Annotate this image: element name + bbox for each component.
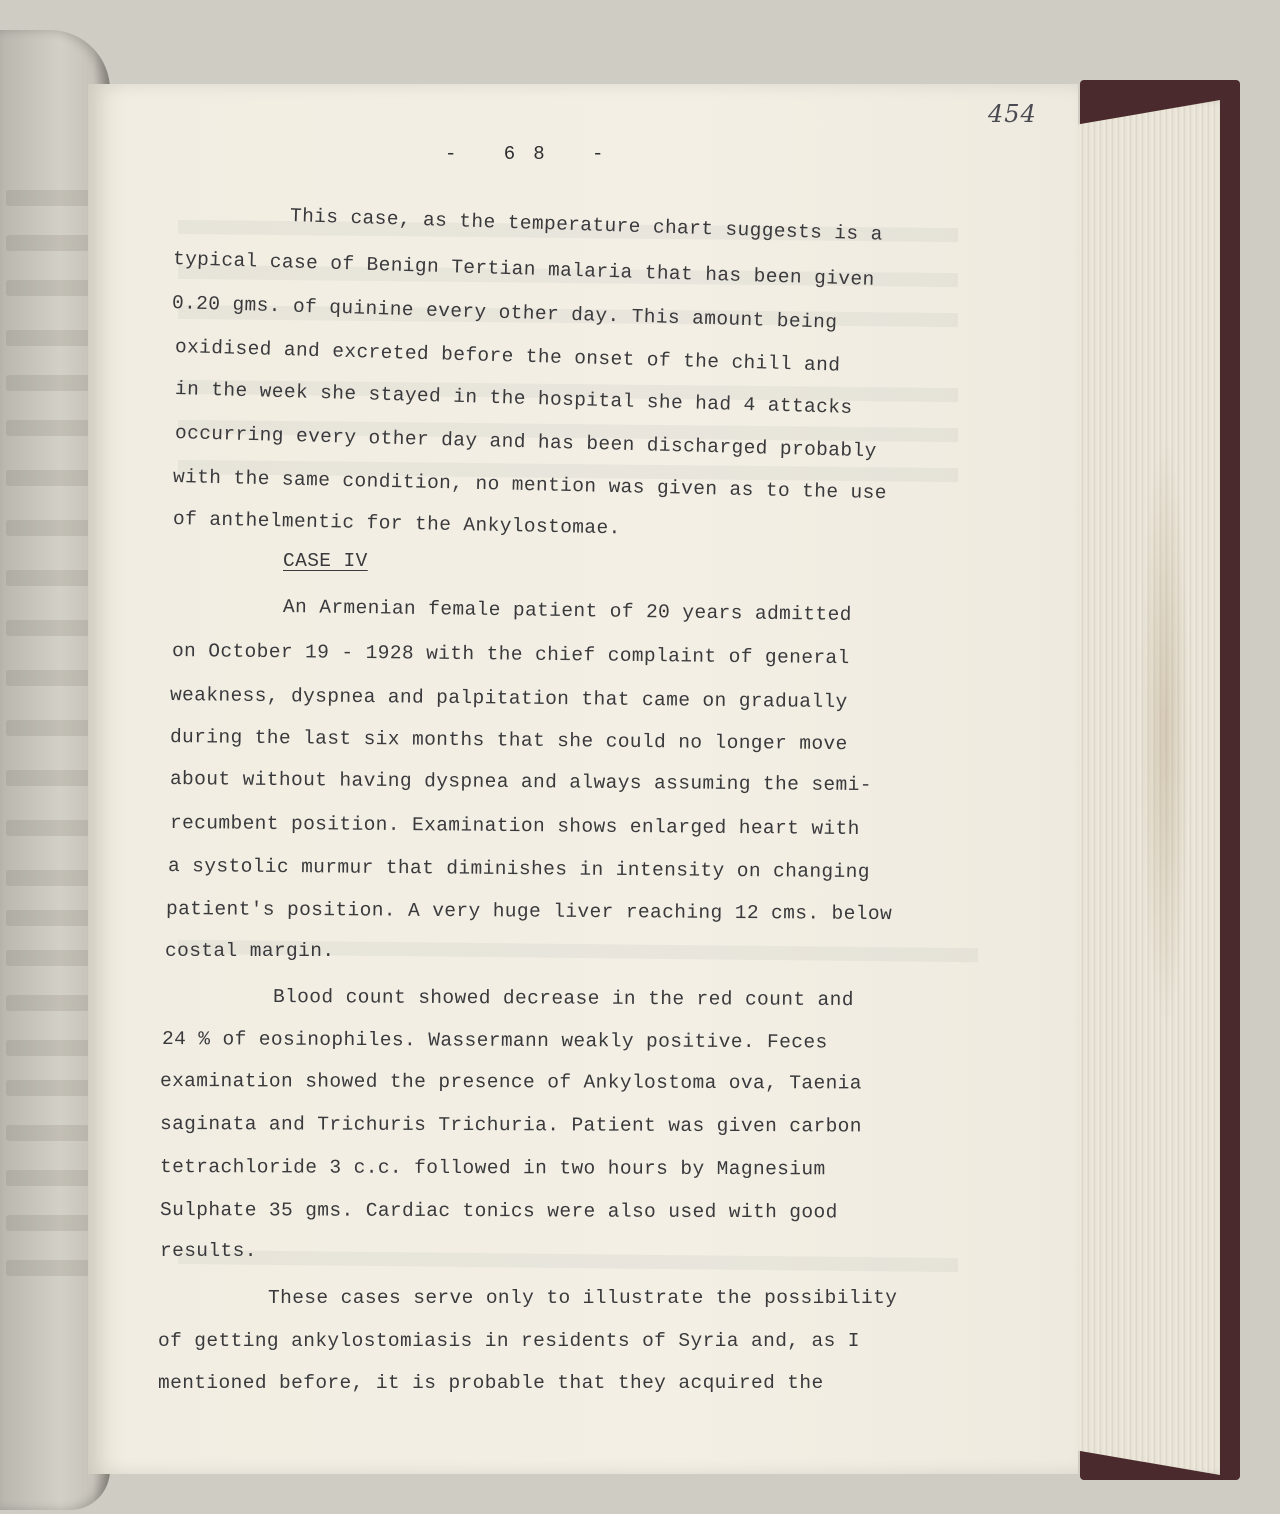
text-line: during the last six months that she could no longer move	[169, 726, 848, 756]
bleed-through-text	[178, 1250, 958, 1272]
bleed-through-mark	[6, 420, 96, 436]
bleed-through-mark	[6, 1170, 96, 1186]
bleed-through-mark	[6, 995, 96, 1011]
text-line: tetrachloride 3 c.c. followed in two hours by Magnesium	[159, 1156, 826, 1181]
text-line: results.	[160, 1240, 257, 1262]
text-line: on October 19 - 1928 with the chief complaint of general	[171, 640, 850, 670]
text-line: 0.20 gms. of quinine every other day. This amount being	[171, 292, 838, 334]
bleed-through-mark	[6, 520, 96, 536]
bleed-through-mark	[6, 820, 96, 836]
bleed-through-mark	[6, 620, 96, 636]
text-line: mentioned before, it is probable that they acquired the	[158, 1372, 824, 1394]
text-line: Blood count showed decrease in the red count and	[272, 986, 854, 1012]
text-line: examination showed the presence of Ankylostoma ova, Taenia	[159, 1070, 862, 1095]
folio-number: 454	[988, 100, 1037, 128]
bleed-through-mark	[6, 1260, 96, 1276]
bleed-through-mark	[6, 950, 96, 966]
text-line: with the same condition, no mention was given as to the use	[172, 466, 888, 505]
text-line: weakness, dyspnea and palpitation that came on gradually	[169, 684, 848, 714]
bleed-through-mark	[6, 190, 96, 206]
text-line: about without having dyspnea and always assuming the semi-	[169, 768, 872, 797]
text-line: a systolic murmur that diminishes in intensity on changing	[167, 855, 870, 884]
text-line: occurring every other day and has been discharged probably	[174, 422, 877, 463]
text-line: oxidised and excreted before the onset of the chill and	[174, 336, 841, 377]
bleed-through-mark	[6, 280, 96, 296]
text-line: This case, as the temperature chart suggests is a	[289, 205, 884, 246]
bleed-through-mark	[6, 1125, 96, 1141]
bleed-through-mark	[6, 330, 96, 346]
page-number: - 68 -	[445, 143, 622, 165]
text-line: in the week she stayed in the hospital she had 4 attacks	[174, 378, 853, 419]
bleed-through-mark	[6, 870, 96, 886]
text-line: These cases serve only to illustrate the possibility	[268, 1287, 898, 1309]
text-line: 24 % of eosinophiles. Wassermann weakly positive. Feces	[161, 1028, 828, 1054]
text-line: saginata and Trichuris Trichuria. Patient was given carbon	[159, 1113, 862, 1138]
text-line: costal margin.	[165, 940, 335, 962]
bleed-through-mark	[6, 1080, 96, 1096]
text-line: Sulphate 35 gms. Cardiac tonics were also used with good	[159, 1199, 838, 1224]
text-line: recumbent position. Examination shows enlarged heart with	[169, 812, 860, 841]
foxing-stain	[1140, 430, 1190, 1030]
text-line: An Armenian female patient of 20 years admitted	[282, 596, 852, 626]
bleed-through-mark	[6, 770, 96, 786]
bleed-through-mark	[6, 570, 96, 586]
bleed-through-mark	[6, 1040, 96, 1056]
case-heading: CASE IV	[283, 550, 368, 572]
text-line: of getting ankylostomiasis in residents of Syria and, as I	[158, 1330, 860, 1352]
bleed-through-mark	[6, 375, 96, 391]
bleed-through-mark	[6, 670, 96, 686]
bleed-through-mark	[6, 720, 96, 736]
bleed-through-mark	[6, 470, 96, 486]
bleed-through-mark	[6, 235, 96, 251]
text-line: of anthelmentic for the Ankylostomae.	[172, 508, 621, 540]
bleed-through-mark	[6, 1215, 96, 1231]
bleed-through-mark	[6, 910, 96, 926]
text-line: patient's position. A very huge liver reaching 12 cms. below	[165, 898, 893, 926]
text-line: typical case of Benign Tertian malaria that has been given	[172, 248, 875, 291]
